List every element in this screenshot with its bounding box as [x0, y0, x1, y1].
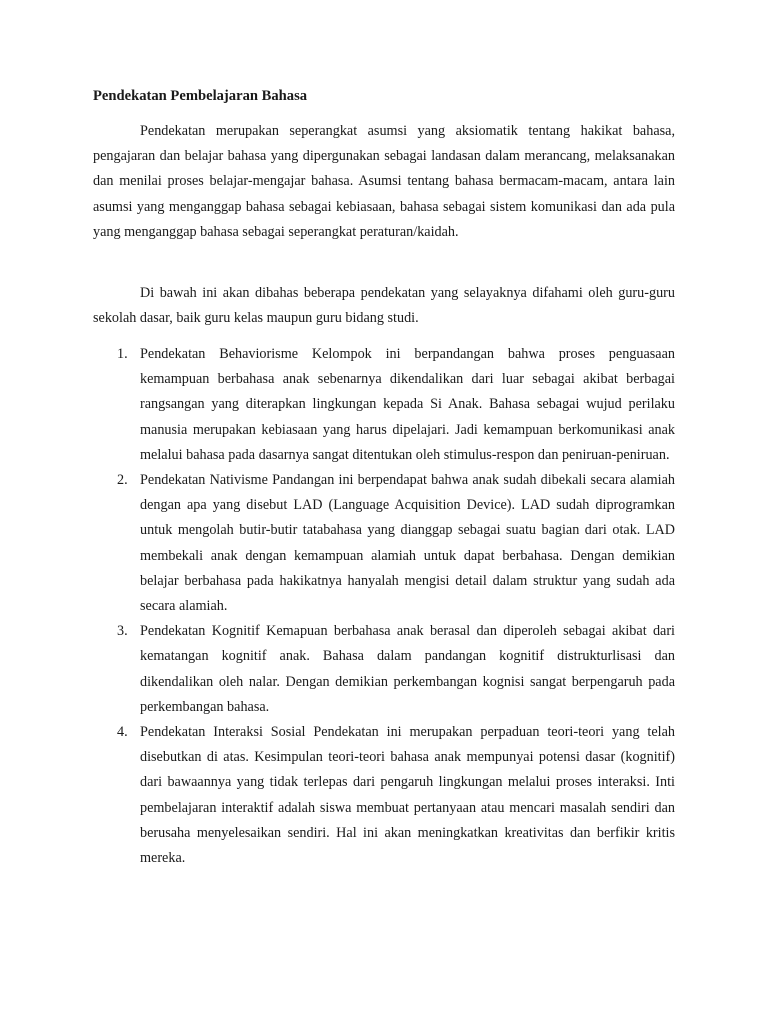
list-item-text: Pendekatan Nativisme Pandangan ini berpendapat bahwa anak sudah dibekali secara alamiah dengan apa yang disebut LAD (Language Acquisition Device). LAD sudah diprogramkan untuk mengolah butir-butir tatabahasa yang dianggap sebagai suatu bagian dari otak. LAD membekali anak dengan kemampuan alamiah untuk dapat berbahasa. Dengan demikian belajar berbahasa pada hakikatnya hanyalah mengisi detail dalam struktur yang sudah ada secara alamiah. [140, 472, 675, 615]
list-item-interaksi-sosial [0, 720, 768, 871]
document-title: Pendekatan Pembelajaran Bahasa [93, 88, 308, 104]
list-item-kognitif [0, 619, 768, 720]
list-item-number: 4. [117, 724, 128, 741]
list-item-number: 3. [117, 623, 128, 640]
overview-paragraph: Di bawah ini akan dibahas beberapa pendekatan yang selayaknya difahami oleh guru-guru sekolah dasar, baik guru kelas maupun guru bidang studi. [93, 285, 675, 327]
list-item-behaviorisme [0, 342, 768, 468]
intro-paragraph: Pendekatan merupakan seperangkat asumsi yang aksiomatik tentang hakikat bahasa, pengajaran dan belajar bahasa yang dipergunakan sebagai landasan dalam merancang, melaksanakan dan menilai proses belajar-mengajar bahasa. Asumsi tentang bahasa bermacam-macam, antara lain asumsi yang menganggap bahasa sebagai kebiasaan, bahasa sebagai sistem komunikasi dan ada pula yang menganggap bahasa sebagai seperangkat peraturan/kaidah. [93, 123, 675, 240]
list-item-number: 2. [117, 472, 128, 489]
list-item-number: 1. [117, 346, 128, 362]
list-item-nativisme [0, 468, 768, 619]
list-item-text: Pendekatan Interaksi Sosial Pendekatan ini merupakan perpaduan teori-teori yang telah disebutkan di atas. Kesimpulan teori-teori bahasa anak mempunyai potensi dasar (kognitif) dari bawaannya yang tidak terlepas dari pengaruh lingkungan melalui proses interaksi. Inti pembelajaran interaktif adalah siswa membuat pertanyaan atau mencari masalah sendiri dan berusaha menyelesaikan sendiri. Hal ini akan meningkatkan kreativitas dan berfikir kritis mereka. [140, 724, 675, 867]
list-item-text: Pendekatan Kognitif Kemapuan berbahasa anak berasal dan diperoleh sebagai akibat dari kematangan kognitif anak. Bahasa dalam pandangan kognitif distrukturlisasi dan dikendalikan oleh nalar. Dengan demikian perkembangan kognisi sangat berpengaruh pada perkembangan bahasa. [140, 623, 675, 715]
list-item-text: Pendekatan Behaviorisme Kelompok ini berpandangan bahwa proses penguasaan kemampuan berbahasa anak sebenarnya dikendalikan dari luar sebagai akibat berbagai rangsangan yang diterapkan lingkungan kepada Si Anak. Bahasa sebagai wujud perilaku manusia merupakan kebiasaan yang harus dipelajari. Jadi kemampuan berkomunikasi anak melalui bahasa pada dasarnya sangat ditentukan oleh stimulus-respon dan peniruan-peniruan. [140, 346, 675, 463]
approach-list [0, 342, 768, 871]
